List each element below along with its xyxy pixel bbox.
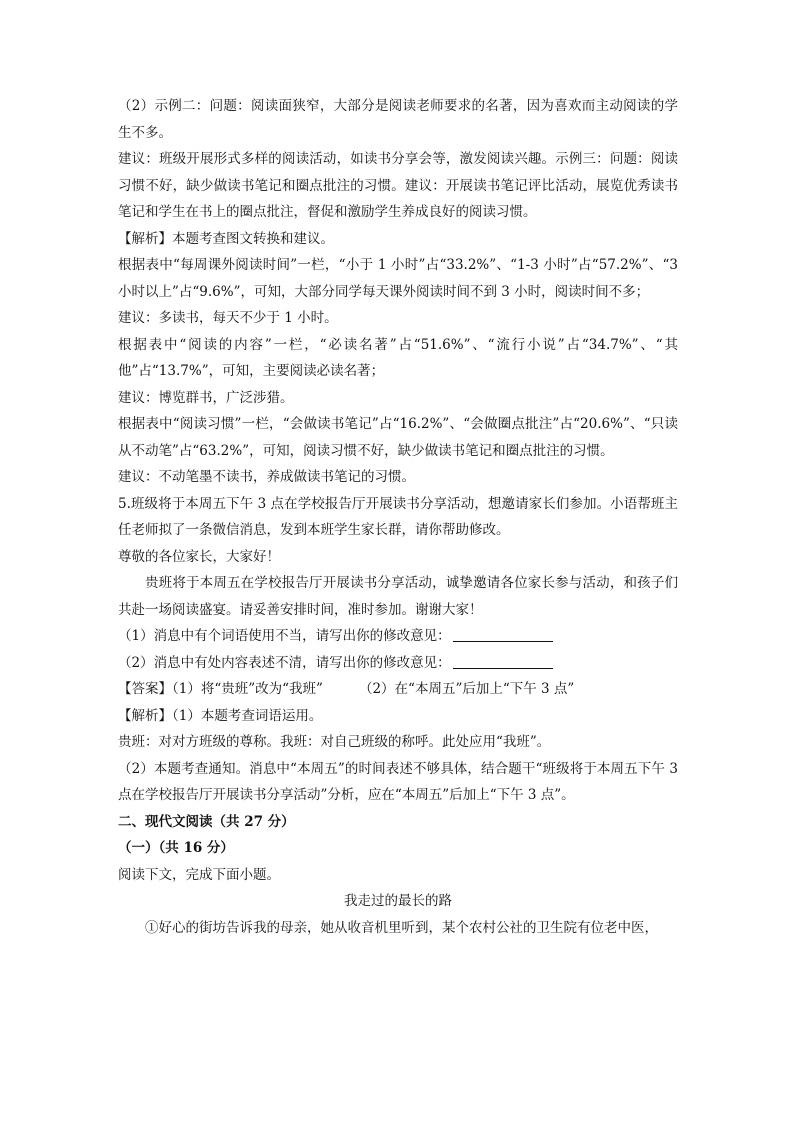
answer-blank-one: [453, 627, 553, 642]
answer-two: （2）在“本周五”后加上“下午 3 点”: [358, 681, 575, 697]
question-five: 5.班级将于本周五下午 3 点在学校报告厅开展读书分享活动，想邀请家长们参加。小语帮班主任老师拟了一条微信消息，发到本班学生家长群，请你帮助修改。: [118, 495, 678, 538]
answer-one: 【答案】（1）将“贵班”改为“我班”: [118, 681, 323, 697]
document-page: [118, 93, 678, 941]
analysis-reading-habit: 根据表中“阅读习惯”一栏，“会做读书笔记”占“16.2%”、“会做圈点批注”占“20.6%”、“只读从不动笔”占“63.2%”，可知，阅读习惯不好，缺少做读书笔记和圈点批注的习惯。: [118, 416, 678, 459]
analysis-heading: 【解析】本题考查图文转换和建议。: [118, 230, 334, 247]
suggestion-reading-habit: 建议：不动笔墨不读书，养成做读书笔记的习惯。: [118, 469, 415, 485]
analysis-reading-time: 根据表中“每周课外阅读时间”一栏，“小于 1 小时”占“33.2%”、“1-3 小时”占“57.2%”、“3 小时以上”占“9.6%”，可知，大部分同学每天课外阅读时间不到 3 小时，阅读时间不多；: [118, 257, 678, 300]
suggestion-reading-content: 建议：博览群书，广泛涉猎。: [118, 389, 294, 406]
suggestion-paragraph: 建议：班级开展形式多样的阅读活动，如读书分享会等，激发阅读兴趣。示例三：问题：阅读习惯不好，缺少做读书笔记和圈点批注的习惯。建议：开展读书笔记评比活动，展览优秀读书笔记和学生在书上的圈点批注，督促和激励学生养成良好的阅读习惯。: [118, 151, 678, 220]
article-title: 我走过的最长的路: [344, 893, 452, 909]
subquestion-two-text: （2）消息中有处内容表述不清，请写出你的修改意见：: [118, 654, 451, 671]
section-two-heading: 二、现代文阅读（共 27 分）: [118, 813, 295, 830]
answer-line: [118, 676, 678, 703]
subsection-one-heading: （一）（共 16 分）: [118, 840, 234, 856]
analysis-one-body: 贵班：对对方班级的尊称。我班：对自己班级的称呼。此处应用“我班”。: [118, 734, 551, 750]
subquestion-one-text: （1）消息中有个词语使用不当，请写出你的修改意见：: [118, 628, 451, 644]
analysis-reading-content: 根据表中“阅读的内容”一栏，“必读名著”占“51.6%”、“流行小说”占“34.7%”、“其他”占“13.7%”，可知，主要阅读必读名著；: [118, 336, 678, 379]
subquestion-two: [118, 650, 678, 677]
answer-blank-two: [453, 654, 553, 669]
answer-example-two: （2）示例二：问题：阅读面狭窄，大部分是阅读老师要求的名著，因为喜欢而主动阅读的学生不多。: [118, 98, 678, 141]
subquestion-one: [118, 623, 678, 650]
suggestion-reading-time: 建议：多读书，每天不少于 1 小时。: [118, 310, 338, 326]
analysis-two-body: （2）本题考查通知。消息中“本周五”的时间表述不够具体，结合题干“班级将于本周五下午 3 点在学校报告厅开展读书分享活动”分析，应在“本周五”后加上“下午 3 点”。: [118, 760, 678, 803]
message-body: 贵班将于本周五在学校报告厅开展读书分享活动，诚挚邀请各位家长参与活动，和孩子们共赴一场阅读盛宴。请妥善安排时间，准时参加。谢谢大家！: [118, 575, 678, 618]
analysis-one-heading: 【解析】（1）本题考查词语运用。: [118, 707, 323, 724]
article-paragraph-one: ①好心的街坊告诉我的母亲，她从收音机里听到，某个农村公社的卫生院有位老中医，: [145, 919, 658, 936]
reading-instruction: 阅读下文，完成下面小题。: [118, 866, 280, 883]
message-greeting: 尊敬的各位家长，大家好！: [118, 548, 280, 565]
